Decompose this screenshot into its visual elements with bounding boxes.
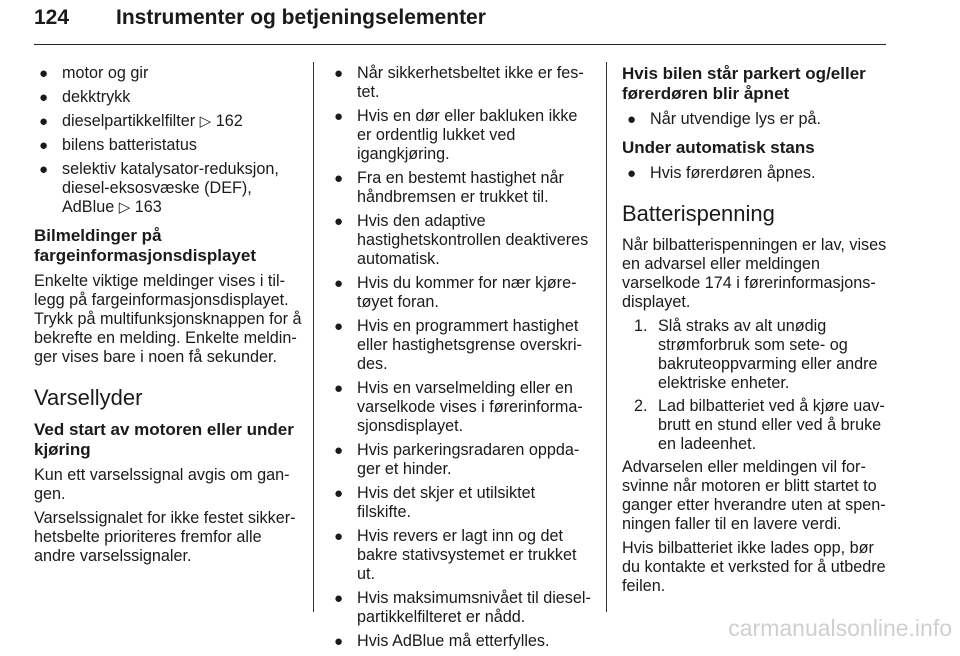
bullet-icon: ● (334, 442, 344, 459)
page-ref-icon: ▷ (118, 199, 131, 216)
bullet-icon: ● (39, 137, 49, 154)
header-rule (34, 44, 886, 45)
section-title-batterispenning: Batterispenning (622, 201, 775, 226)
page-ref[interactable]: 163 (134, 198, 162, 216)
paragraph: Når bilbatterispenningen er lav, vises en advarsel eller meldingen varselkode 174 i førerinformasjonsdisplayet. (622, 236, 887, 311)
bullet-icon: ● (334, 318, 344, 335)
heading-ved-start: Ved start av motoren eller under kjøring (34, 420, 294, 459)
bullet-icon: ● (39, 161, 49, 178)
list-item: ● bilens batteristatus (39, 136, 197, 154)
section-title-varsellyder: Varsellyder (34, 385, 143, 410)
list-item: ● motor og gir (39, 64, 149, 82)
bullet-icon: ● (334, 380, 344, 397)
bullet-icon: ● (334, 633, 344, 650)
bullet-icon: ● (334, 108, 344, 125)
bullet-icon: ● (39, 113, 49, 130)
list-item: ● Når utvendige lys er på. (627, 110, 821, 128)
bullet-icon: ● (334, 275, 344, 292)
paragraph: Kun ett varselssignal avgis om gangen. (34, 466, 290, 503)
bullet-icon: ● (334, 528, 344, 545)
paragraph: Hvis bilbatteriet ikke lades opp, bør du kontakte et verksted for å utbedre feilen. (622, 539, 886, 595)
list-item: ● Hvis AdBlue må etterfylles. (334, 632, 550, 650)
chapter-title: Instrumenter og betjeningselementer (116, 6, 486, 29)
column-2 (329, 64, 593, 656)
list-item: 1. Slå straks av alt unødig strømforbruk som sete- og bakruteoppvarming eller andre elektriske enheter. (634, 317, 878, 392)
bullet-icon: ● (334, 213, 344, 230)
list-item: ● dieselpartikkelfilter ▷ 162 (39, 112, 243, 130)
page-number: 124 (34, 6, 70, 29)
column-1 (34, 64, 302, 571)
list-item: ● Hvis revers er lagt inn og det bakre stativsystemet er trukket ut. (334, 527, 577, 583)
list-item: ● Hvis en dør eller bakluken ikke er ordentlig lukket ved igangkjøring. (334, 107, 578, 163)
page-ref[interactable]: 162 (215, 112, 243, 130)
column-divider-1 (313, 62, 314, 612)
paragraph: Advarselen eller meldingen vil forsvinne når motoren er blitt startet to ganger etter hverandre uten at spenningen faller til en lavere verdi. (622, 458, 886, 533)
heading-bilmeldinger: Bilmeldinger på fargeinformasjonsdisplayet (34, 226, 257, 265)
bullet-icon: ● (627, 165, 637, 182)
warning-conditions-list (329, 64, 593, 651)
list-item: ● dekktrykk (39, 88, 131, 106)
list-item: ● selektiv katalysator-reduksjon, diesel-eksosvæske (DEF), AdBlue ▷ 163 (39, 160, 279, 216)
column-divider-2 (606, 62, 607, 612)
list-item: ● Hvis den adaptive hastighetskontrollen deaktiveres automatisk. (334, 212, 589, 268)
bullet-icon: ● (334, 590, 344, 607)
paragraph: Varselssignalet for ikke festet sikkerhetsbelte prioriteres fremfor alle andre varselssignaler. (34, 509, 296, 565)
list-item: ● Hvis det skjer et utilsiktet filskifte. (334, 484, 536, 521)
bullet-icon: ● (334, 65, 344, 82)
page-ref-icon: ▷ (199, 113, 212, 130)
list-item: ● Hvis du kommer for nær kjøretøyet foran. (334, 274, 577, 311)
list-item: ● Hvis maksimumsnivået til dieselpartikkelfilteret er nådd. (334, 589, 591, 626)
bullet-icon: ● (334, 485, 344, 502)
list-item: ● Hvis en programmert hastighet eller hastighetsgrense overskrides. (334, 317, 582, 373)
parkert-list (622, 110, 888, 129)
list-item: ● Hvis førerdøren åpnes. (627, 164, 816, 182)
heading-parkert: Hvis bilen står parkert og/eller førerdøren blir åpnet (622, 64, 866, 103)
column-3 (622, 64, 888, 601)
bullet-icon: ● (39, 65, 49, 82)
list-item: ● Fra en bestemt hastighet når håndbremsen er trukket til. (334, 169, 564, 206)
watermark: carmanualsonline.info (728, 615, 952, 641)
list-item: 2. Lad bilbatteriet ved å kjøre uavbrutt en stund eller ved å bruke en ladeenhet. (634, 397, 885, 453)
bullet-icon: ● (39, 89, 49, 106)
list-item: ● Hvis en varselmelding eller en varselkode vises i førerinformasjonsdisplayet. (334, 379, 583, 435)
stans-list (622, 164, 888, 183)
list-item: ● Hvis parkeringsradaren oppdager et hinder. (334, 441, 580, 478)
page-header (34, 4, 886, 44)
bullet-icon: ● (334, 170, 344, 187)
bullet-icon: ● (627, 111, 637, 128)
list-item: ● Når sikkerhetsbeltet ikke er festet. (334, 64, 584, 101)
steps-list (634, 317, 888, 454)
heading-automatisk-stans: Under automatisk stans (622, 138, 815, 157)
system-list (34, 64, 302, 217)
paragraph: Enkelte viktige meldinger vises i tillegg på fargeinformasjonsdisplayet. Trykk på multifunksjonsknappen for å bekrefte en melding. Enkelte meldinger vises bare i noen få sekunder. (34, 272, 302, 366)
